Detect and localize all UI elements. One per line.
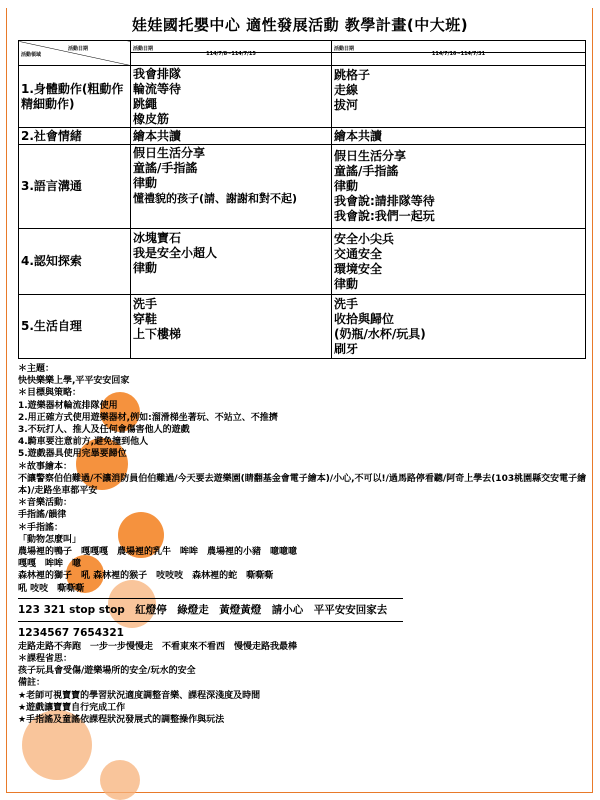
frame-bottom-line — [6, 792, 593, 793]
week1-cell: 洗手 穿鞋 上下樓梯 — [131, 295, 332, 359]
song-line: 嘎嘎 哞哞 噫 — [18, 559, 82, 570]
theme-text: 快快樂樂上學,平平安安回家 — [18, 376, 130, 387]
story-heading: ＊故事繪本： — [18, 461, 73, 472]
row-category: 2.社會情緒 — [19, 128, 131, 145]
week2-dates: 114/7/16~114/7/31 — [431, 51, 486, 57]
goal-item: 2.用正確方式使用遊樂器材,例如:溜滑梯坐著玩、不站立、不推擠 — [18, 412, 278, 423]
song-line: 森林裡的獅子 吼 森林裡的猴子 吱吱吱 森林裡的蛇 嘶嘶嘶 — [18, 571, 274, 582]
story-text: 不讓警察伯伯難過/不讓消防員伯伯難過/今天要去遊樂園(睛翻基金會電子繪本)/小心,不可以!/過馬路停看聽/阿奇上學去(103桃園縣交安電子繪本)/走路坐車都平安 — [18, 473, 587, 497]
week2-cell: 跳格子 走線 拔河 — [332, 66, 586, 128]
table-row — [19, 229, 586, 295]
week1-cell: 假日生活分享 童謠/手指謠 律動 懂禮貌的孩子(請、謝謝和對不起) — [131, 145, 332, 229]
chant-line: 走路走路不奔跑 一步一步慢慢走 不看東來不看西 慢慢走路我最棒 — [18, 641, 298, 652]
song-title: 「動物怎麼叫」 — [18, 534, 82, 545]
goals-heading: ＊目標與策略： — [18, 388, 82, 399]
finger-heading: ＊手指謠： — [18, 522, 64, 533]
corner-top-label: 活動日期 — [67, 46, 88, 52]
corner-bottom-label: 活動領域 — [21, 52, 42, 58]
week1-dates: 114/7/8~114/7/15 — [206, 51, 256, 57]
music-text: 手指謠/韻律 — [18, 510, 67, 521]
reflect-text: 孩子玩具會受傷/遊樂場所的安全/玩水的安全 — [18, 666, 196, 677]
week2-cell: 洗手 收拾與歸位 (奶瓶/水杯/玩具) 刷牙 — [332, 295, 586, 359]
table-row — [19, 66, 586, 128]
table-header-row — [19, 41, 586, 66]
week1-cell: 我會排隊 輪流等待 跳繩 橡皮筋 — [131, 66, 332, 128]
theme-heading: ＊主題： — [18, 364, 55, 374]
page-title: 娃娃國托嬰中心 適性發展活動 教學計畫(中大班) — [131, 16, 469, 34]
remark-heading: 備註： — [18, 678, 46, 689]
lesson-plan-table — [18, 40, 586, 359]
week2-cell: 安全小尖兵 交通安全 環境安全 律動 — [332, 229, 586, 295]
row-category: 5.生活自理 — [19, 295, 131, 359]
plan-notes — [18, 363, 588, 726]
music-heading: ＊音樂活動： — [18, 498, 73, 509]
chant-line: 1234567 7654321 — [18, 626, 124, 639]
goal-item: 3.不玩打人、推人及任何會傷害他人的遊戲 — [18, 425, 190, 436]
goal-item: 5.遊戲器具使用完畢要歸位 — [18, 449, 127, 460]
row-category: 4.認知探索 — [19, 229, 131, 295]
remark-item: ★手指謠及童謠依課程狀況發展式的調整操作與玩法 — [18, 715, 225, 726]
week1-header — [131, 41, 332, 66]
divider — [18, 621, 403, 622]
table-row — [19, 295, 586, 359]
table-corner-cell — [19, 41, 131, 66]
week2-label: 活動日期 — [334, 46, 355, 52]
remark-item: ★遊戲讓寶寶自行完成工作 — [18, 702, 126, 713]
table-row — [19, 145, 586, 229]
week2-cell: 繪本共讀 — [332, 128, 586, 145]
week2-header — [332, 41, 586, 66]
song-line: 吼 吱吱 嘶嘶嘶 — [18, 583, 85, 594]
row-category: 1.身體動作(粗動作 精細動作) — [19, 66, 131, 128]
week1-cell: 繪本共讀 — [131, 128, 332, 145]
reflect-heading: ＊課程省思： — [18, 654, 73, 665]
row-category: 3.語言溝通 — [19, 145, 131, 229]
table-row — [19, 128, 586, 145]
week2-cell: 假日生活分享 童謠/手指謠 律動 我會說:請排隊等待 我會說:我們一起玩 — [332, 145, 586, 229]
week1-cell: 冰塊寶石 我是安全小超人 律動 — [131, 229, 332, 295]
frame-left-line — [6, 8, 7, 792]
remark-item: ★老師可視寶寶的學習狀況適度調整音樂、課程深淺度及時間 — [18, 690, 261, 701]
decor-dot — [100, 760, 140, 800]
chant-line: 123 321 stop stop 紅燈停 綠燈走 黃燈黃燈 請小心 平平安安回家去 — [18, 603, 388, 616]
frame-right-line — [592, 8, 593, 792]
week1-label: 活動日期 — [133, 46, 154, 52]
goal-item: 1.遊樂器材輪流排隊使用 — [18, 400, 118, 411]
goal-item: 4.騎車要注意前方,避免撞到他人 — [18, 437, 149, 448]
divider — [18, 598, 403, 599]
song-line: 農場裡的鴨子 嘎嘎嘎 農場裡的乳牛 哞哞 農場裡的小豬 噫噫噫 — [18, 547, 298, 558]
